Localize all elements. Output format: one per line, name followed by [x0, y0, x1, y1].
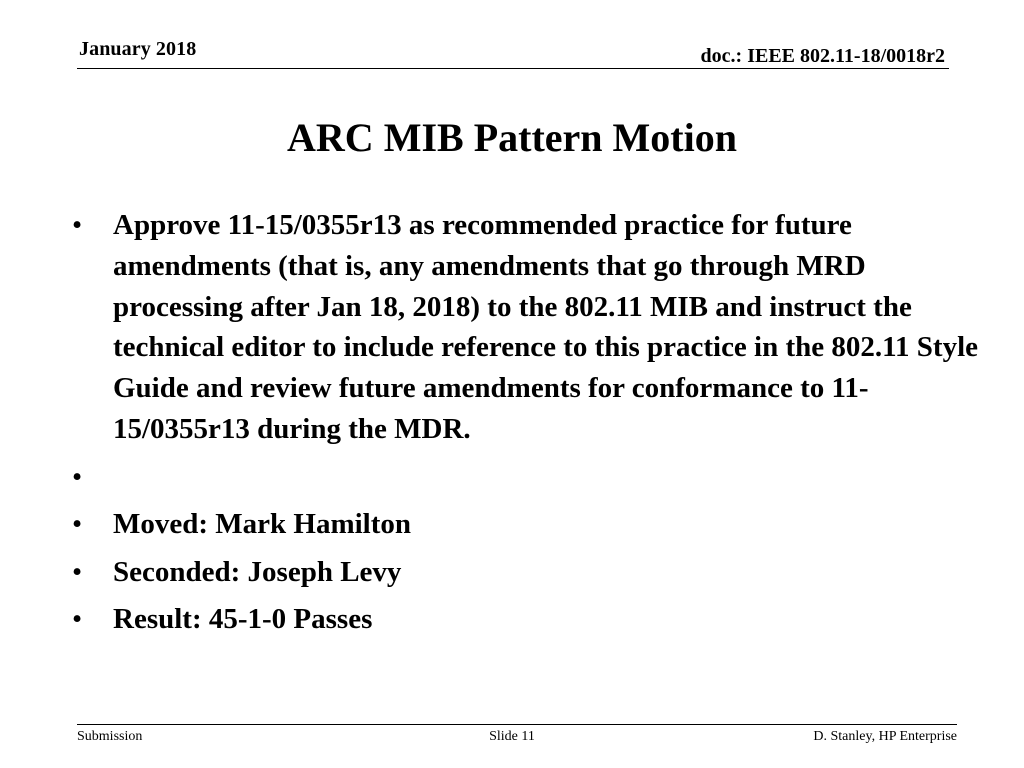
result-text: Result: 45-1-0 Passes [113, 603, 373, 636]
bullet-item-moved [72, 504, 992, 545]
header-date: January 2018 [79, 38, 197, 60]
bullet-item-result [72, 599, 992, 640]
bullet-icon: • [72, 603, 83, 636]
footer-author: D. Stanley, HP Enterprise [813, 729, 957, 744]
bullet-icon: • [72, 507, 83, 540]
bullet-icon: • [72, 209, 83, 241]
slide-number: Slide 11 [489, 729, 535, 744]
bullet-item-seconded [72, 552, 992, 593]
footer-divider [77, 724, 957, 725]
header-divider [77, 68, 949, 69]
bullet-list [72, 205, 992, 640]
document-id: doc.: IEEE 802.11-18/0018r2 [700, 45, 945, 67]
moved-text: Moved: Mark Hamilton [113, 507, 412, 540]
slide-title: ARC MIB Pattern Motion [287, 115, 737, 160]
footer-submission: Submission [77, 729, 143, 744]
bullet-icon: • [72, 460, 83, 493]
bullet-icon: • [72, 555, 83, 588]
motion-text: Approve 11-15/0355r13 as recommended practice for future amendments (that is, any amendments that go through MRD processing after Jan 18, 2018) to the 802.11 MIB and instruct the technical editor to include reference to this practice in the 802.11 Style Guide and review future amendments for conformance to 11-15/0355r13 during the MDR. [113, 209, 979, 445]
bullet-item-empty [72, 457, 992, 497]
bullet-item-motion [72, 205, 992, 450]
seconded-text: Seconded: Joseph Levy [113, 555, 402, 588]
